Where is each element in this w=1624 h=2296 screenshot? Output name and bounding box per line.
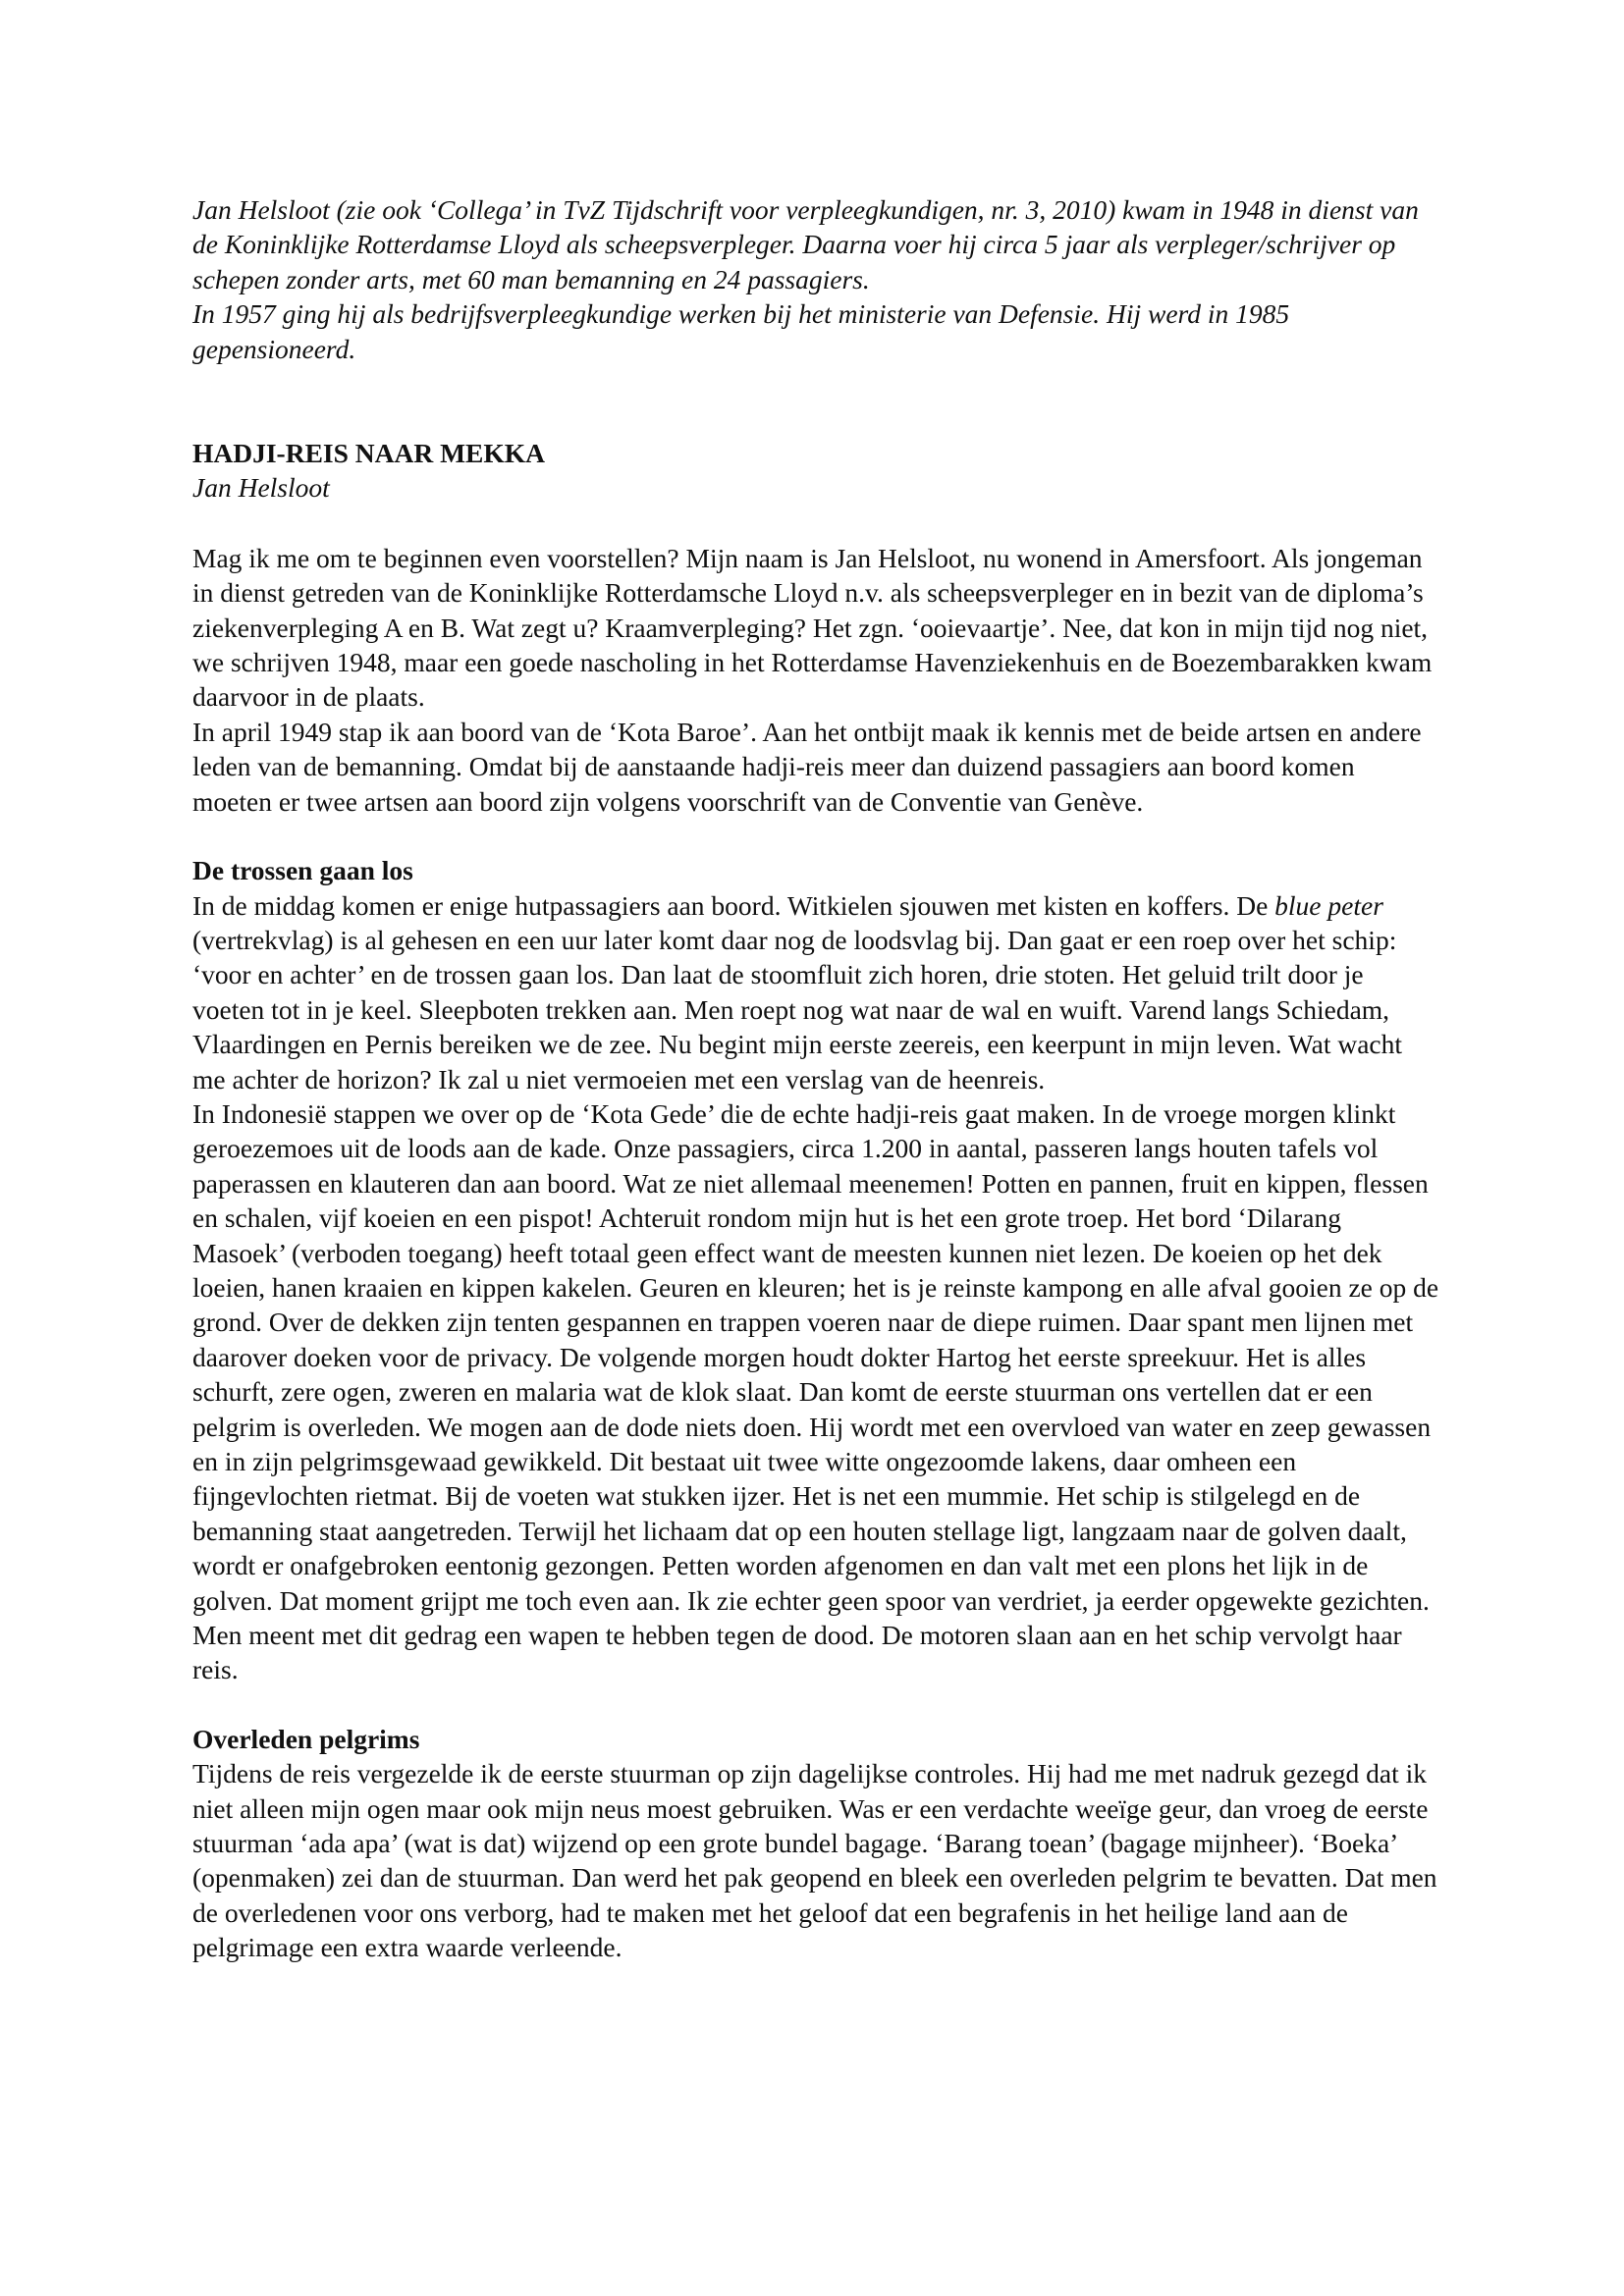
section-heading: Overleden pelgrims (192, 1723, 420, 1754)
body-paragraph: Tijdens de reis vergezelde ik de eerste stuurman op zijn dagelijkse controles. Hij had me met nadruk gezegd dat ik niet alleen mijn ogen maar ook mijn neus moest gebruiken. Was er een verdachte weeïge geur, dan vroeg de eerste stuurman ‘ada apa’ (wat is dat) wijzend op een grote bundel bagage. ‘Barang toean’ (bagage mijnheer). ‘Boeka’ (openmaken) zei dan de stuurman. Dan werd het pak geopend en bleek een overleden pelgrim te bevatten. Dat men de overledenen voor ons verborg, had te maken met het geloof dat een begrafenis in het heilige land aan de pelgrimage een extra waarde verleende. (192, 1758, 1437, 1963)
paragraph-text: In de middag komen er enige hutpassagiers aan boord. Witkielen sjouwen met kisten en koffers. De (192, 889, 1275, 921)
body-paragraph: Mag ik me om te beginnen even voorstellen? Mijn naam is Jan Helsloot, nu wonend in Amersfoort. Als jongeman in dienst getreden van de Koninklijke Rotterdamsche Lloyd n.v. als scheepsverpleger en in bezit van de diploma’s ziekenverpleging A en B. Wat zegt u? Kraamverpleging? Het zgn. ‘ooievaartje’. Nee, dat kon in mijn tijd nog niet, we schrijven 1948, maar een goede nascholing in het Rotterdamse Havenziekenhuis en de Boezembarakken kwam daarvoor in de plaats. (192, 542, 1433, 713)
paragraph-text: (vertrekvlag) is al gehesen en een uur later komt daar nog de loodsvlag bij. Dan gaat er een roep over het schip: ‘voor en achter’ en de trossen gaan los. Dan laat de stoomfluit zich horen, drie stoten. Het geluid trilt door je voeten tot in je keel. Sleepboten trekken aan. Men roept nog wat naar de wal en wuift. Varend langs Schiedam, Vlaardingen en Pernis bereiken we de zee. Nu begint mijn eerste zeereis, een keerpunt in mijn leven. Wat wacht me achter de horizon? Ik zal u niet vermoeien met een verslag van de heenreis. (192, 924, 1403, 1095)
intro-paragraph: Jan Helsloot (zie ook ‘Collega’ in TvZ Tijdschrift voor verpleegkundigen, nr. 3, 2010) kwam in 1948 in dienst van de Koninklijke Rotterdamse Lloyd als scheepsverpleger. Daarna voer hij circa 5 jaar als verpleger/schrijver op schepen zonder arts, met 60 man bemanning en 24 passagiers. (192, 194, 1419, 294)
body-paragraph (192, 888, 1439, 1096)
document-page (192, 192, 1439, 1965)
article-author: Jan Helsloot (192, 472, 330, 504)
intro-paragraph: In 1957 ging hij als bedrijfsverpleegkundige werken bij het ministerie van Defensie. Hij werd in 1985 gepensioneerd. (192, 298, 1290, 364)
author-intro (192, 192, 1439, 366)
section-heading: De trossen gaan los (192, 855, 413, 886)
body-paragraph: In Indonesië stappen we over op de ‘Kota Gede’ die de echte hadji-reis gaat maken. In de vroege morgen klinkt geroezemoes uit de loods aan de kade. Onze passagiers, circa 1.200 in aantal, passeren langs houten tafels vol paperassen en klauteren dan aan boord. Wat ze niet allemaal meenemen! Potten en pannen, fruit en kippen, flessen en schalen, vijf koeien en een pispot! Achteruit rondom mijn hut is het een grote troep. Het bord ‘Dilarang Masoek’ (verboden toegang) heeft totaal geen effect want de meesten kunnen niet lezen. De koeien op het dek loeien, hanen kraaien en kippen kakelen. Geuren en kleuren; het is je reinste kampong en alle afval gooien ze op de grond. Over de dekken zijn tenten gespannen en trappen voeren naar de diepe ruimen. Daar spant men lijnen met daarover doeken voor de privacy. De volgende morgen houdt dokter Hartog het eerste spreekuur. Het is alles schurft, zere ogen, zweren en malaria wat de klok slaat. Dan komt de eerste stuurman ons vertellen dat er een pelgrim is overleden. We mogen aan de dode niets doen. Hij wordt met een overvloed van water en zeep gewassen en in zijn pelgrimsgewaad gewikkeld. Dit bestaat uit twee witte ongezoomde lakens, daar omheen een fijngevlochten rietmat. Bij de voeten wat stukken ijzer. Het is net een mummie. Het schip is stilgelegd en de bemanning staat aangetreden. Terwijl het lichaam dat op een houten stellage ligt, langzaam naar de golven daalt, wordt er onafgebroken eentonig gezongen. Petten worden afgenomen en dan valt met een plons het lijk in de golven. Dat moment grijpt me toch even aan. Ik zie echter geen spoor van verdriet, ja eerder opgewekte gezichten. Men meent met dit gedrag een wapen te hebben tegen de dood. De motoren slaan aan en het schip vervolgt haar reis. (192, 1097, 1439, 1685)
article-title: HADJI-REIS NAAR MEKKA (192, 438, 546, 469)
body-paragraph: In april 1949 stap ik aan boord van de ‘Kota Baroe’. Aan het ontbijt maak ik kennis met de beide artsen en andere leden van de bemanning. Omdat bij de aanstaande hadji-reis meer dan duizend passagiers aan boord komen moeten er twee artsen aan boord zijn volgens voorschrift van de Conventie van Genève. (192, 716, 1422, 817)
section-pelgrims (192, 1722, 1439, 1965)
section-trossen (192, 853, 1439, 1687)
italic-term: blue peter (1274, 889, 1383, 921)
